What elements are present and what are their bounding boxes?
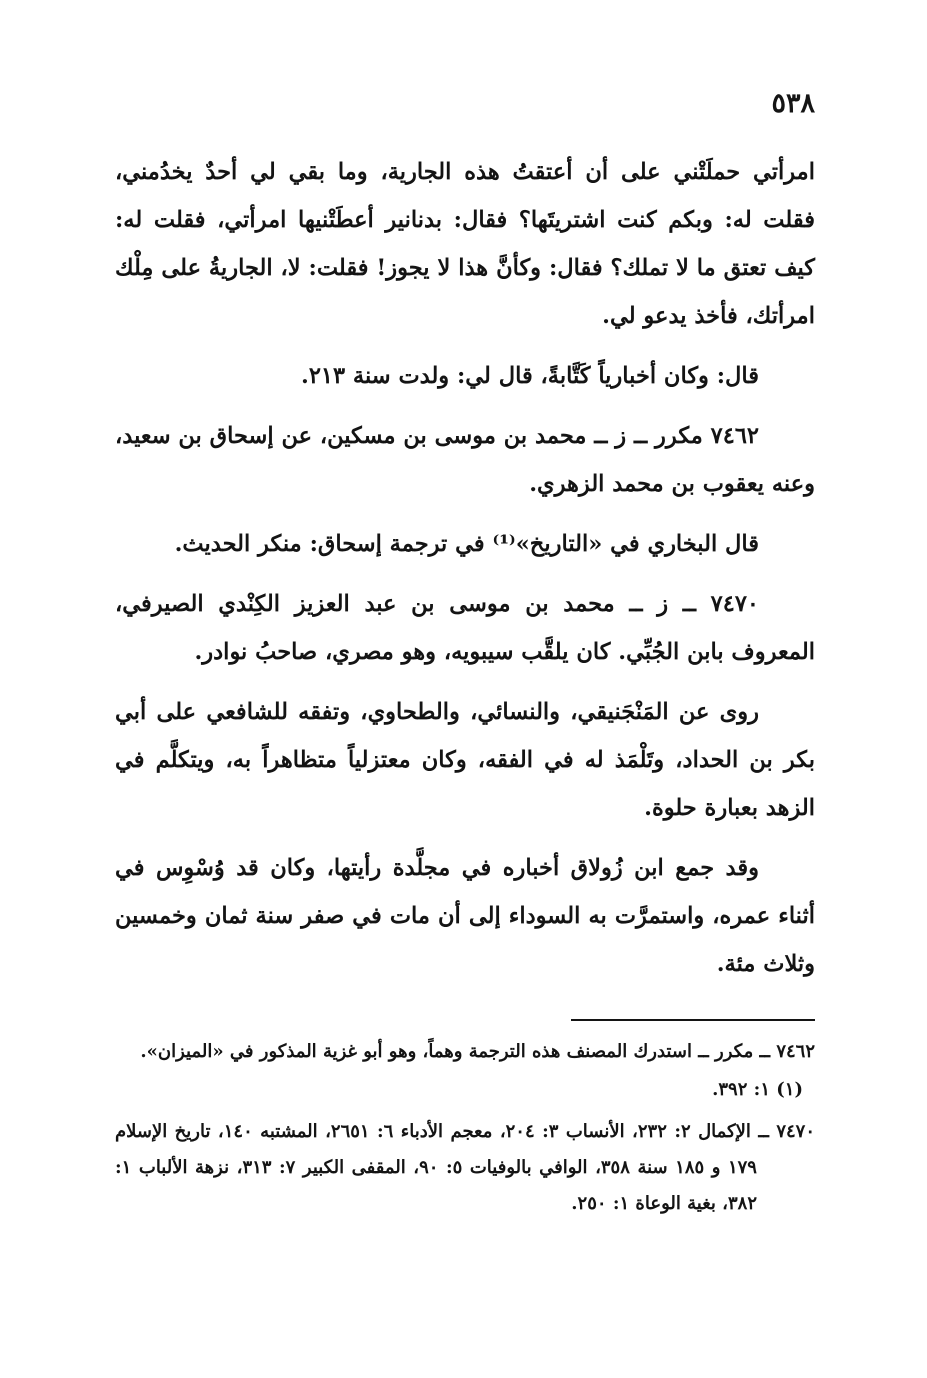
paragraph: قال البخاري في «التاريخ»⁽¹⁾ في ترجمة إسحاق: منكر الحديث.	[174, 531, 759, 557]
main-text	[115, 148, 815, 988]
footnote: (١) ١: ٣٩٢.	[712, 1079, 803, 1100]
paragraph: روى عن المَنْجَنيقي، والنسائي، والطحاوي، وتفقه للشافعي على أبي بكر بن الحداد، وتَلْمَذ له في الفقه، وكان معتزلياً متظاهراً به، ويتكلَّم في الزهد بعبارة حلوة.	[115, 699, 815, 821]
entry-7470-heading: ٧٤٧٠ ــ ز ــ محمد بن موسى بن عبد العزيز الكِنْدي الصيرفي، المعروف بابن الجُبِّي. كان يلقَّب سيبويه، وهو مصري، صاحبُ نوادر.	[115, 591, 815, 665]
footnote: ٧٤٧٠ ــ الإكمال ٢: ٢٣٢، الأنساب ٣: ٢٠٤، معجم الأدباء ٦: ٢٦٥١، المشتبه ١٤٠، تاريخ الإسلام ١٧٩ و ١٨٥ سنة ٣٥٨، الوافي بالوفيات ٥: ٩٠، المقفى الكبير ٧: ٣١٣، نزهة الألباب ١: ٣٨٢، بغية الوعاة ١: ٢٥٠.	[115, 1121, 815, 1214]
footnote-divider	[571, 1019, 815, 1021]
paragraph: وقد جمع ابن زُولاق أخباره في مجلَّدة رأيتها، وكان قد وُسْوِس في أثناء عمره، واستمرَّت به السوداء إلى أن مات في صفر سنة ثمان وخمسين وثلاث مئة.	[115, 855, 815, 977]
page-number: ٥٣٨	[771, 88, 815, 119]
entry-7462-heading: ٧٤٦٢ مكرر ــ ز ــ محمد بن موسى بن مسكين، عن إسحاق بن سعيد، وعنه يعقوب بن محمد الزهري.	[115, 423, 815, 497]
footnotes	[115, 1034, 815, 1222]
footnote: ٧٤٦٢ ــ مكرر ــ استدرك المصنف هذه الترجمة وهماً، وهو أبو غزية المذكور في «الميزان».	[140, 1041, 815, 1062]
paragraph: امرأتي حملَتْني على أن أعتقتُ هذه الجارية، وما بقي لي أحدٌ يخدُمني، فقلت له: وبكم كنت اشتريتَها؟ فقال: بدنانير أعطَتْنيها امرأتي، فقلت له: كيف تعتق ما لا تملك؟ فقال: وكأنَّ هذا لا يجوز! فقلت: لا، الجاريةُ على مِلْك امرأتك، فأخذ يدعو لي.	[115, 159, 815, 329]
paragraph: قال: وكان أخبارياً كَتَّابةً، قال لي: ولدت سنة ٢١٣.	[300, 363, 759, 389]
